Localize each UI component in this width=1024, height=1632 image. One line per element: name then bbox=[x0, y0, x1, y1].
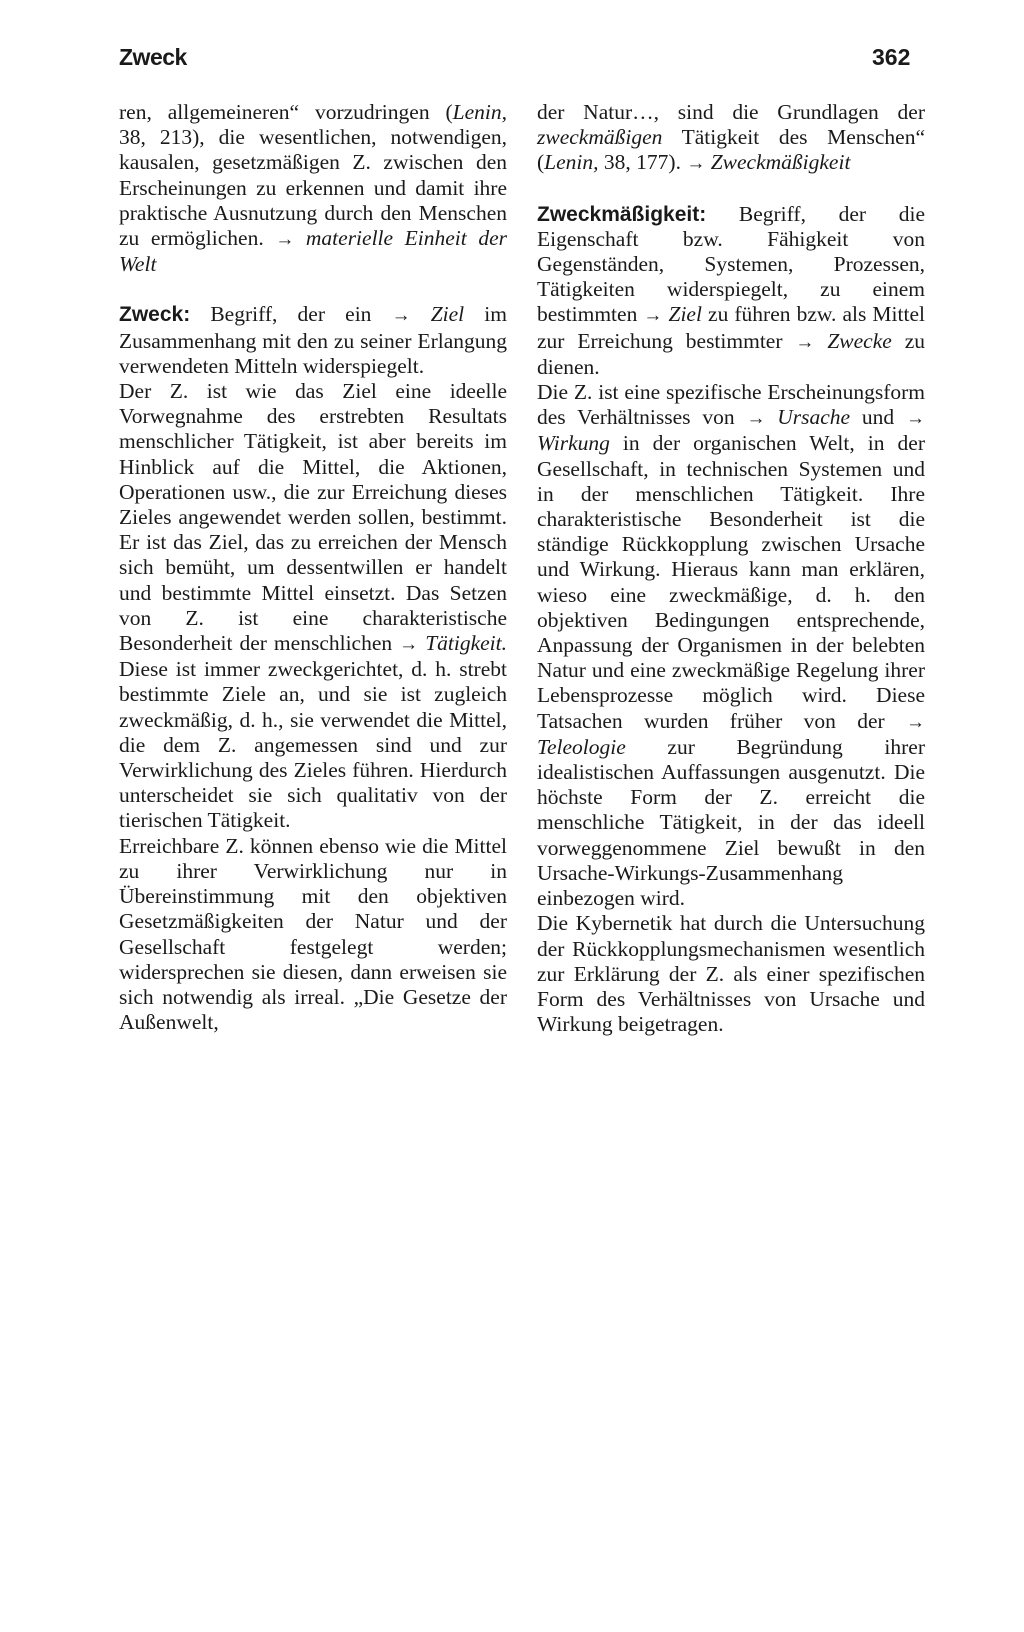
entry-zweck-definition: Zweck: Begriff, der ein → Ziel im Zusammenhang mit den zu seiner Erlangung verwendeten Mitteln widerspiegelt. bbox=[119, 302, 507, 378]
entry-zweckmaessigkeit-paragraph: Die Kybernetik hat durch die Untersuchung der Rückkopplungsmechanismen wesentlich zur Erklärung der Z. als einer spezifischen Form des Verhältnisses von Ursache und Wirkung beigetragen. bbox=[537, 911, 925, 1037]
entry-zweck-paragraph: Der Z. ist wie das Ziel eine ideelle Vorwegnahme des erstrebten Resultats menschlicher Tätigkeit, ist aber bereits im Hinblick auf die Mittel, die Aktionen, Operationen usw., die zur Erreichung dieses Zieles angewendet werden sollen, bestimmt. Er ist das Ziel, das zu erreichen der Mensch sich bemüht, um dessentwillen er handelt und bestimmte Mittel einsetzt. Das Setzen von Z. ist eine charakteristische Besonderheit der menschlichen → Tätigkeit. Diese ist immer zweckgerichtet, d. h. strebt bestimmte Ziele an, und sie ist zugleich zweckmäßig, d. h., sie verwendet die Mittel, die dem Z. angemessen sind und zur Verwirklichung des Zieles führen. Hierdurch unterscheidet sie sich qualitativ von der tierischen Tätigkeit. bbox=[119, 379, 508, 833]
cross-reference-arrow-icon: → bbox=[795, 331, 815, 353]
cross-reference-link[interactable]: Zweckmäßigkeit bbox=[705, 150, 851, 175]
cross-reference-arrow-icon: → bbox=[686, 153, 706, 175]
cross-reference-arrow-icon: → bbox=[399, 634, 419, 656]
cross-reference-arrow-icon: → bbox=[643, 305, 663, 327]
headword-zweck: Zweck: bbox=[119, 303, 191, 327]
citation-author: Lenin, bbox=[544, 150, 599, 175]
cross-reference-link[interactable]: Ursache bbox=[765, 405, 851, 430]
right-column bbox=[537, 100, 925, 1037]
cross-reference-link[interactable]: Teleologie bbox=[537, 734, 626, 759]
cross-reference-arrow-icon: → bbox=[906, 711, 925, 733]
headword-zweckmaessigkeit: Zweckmäßigkeit: bbox=[537, 202, 707, 226]
cross-reference-link[interactable]: Tätigkeit. bbox=[418, 631, 508, 656]
cross-reference-arrow-icon: → bbox=[906, 408, 925, 430]
entry-zweck-paragraph: Erreichbare Z. können ebenso wie die Mittel zu ihrer Verwirklichung nur in Übereinstimmung mit den objektiven Gesetzmäßigkeiten der Natur und der Gesellschaft festgelegt werden; widersprechen sie diesen, dann erweisen sie sich notwendig als irreal. „Die Gesetze der Außenwelt, bbox=[119, 833, 507, 1035]
continuation-paragraph: ren, allgemeineren“ vorzudringen (Lenin, 38, 213), die wesentlichen, notwendigen, kausalen, gesetzmäßigen Z. zwischen den Erscheinungen zu erkennen und damit ihre praktische Ausnutzung durch den Menschen zu ermöglichen. → materielle Einheit der Welt bbox=[119, 100, 507, 277]
cross-reference-arrow-icon: → bbox=[275, 229, 295, 251]
citation-author: Lenin, bbox=[452, 100, 507, 124]
continuation-paragraph: der Natur…, sind die Grundlagen der zweckmäßigen Tätigkeit des Menschen“ (Lenin, 38, 177). → Zweckmäßigkeit bbox=[537, 100, 925, 175]
cross-reference-link[interactable]: Wirkung bbox=[537, 431, 610, 456]
cross-reference-link[interactable]: materielle Einheit der Welt bbox=[119, 226, 507, 277]
cross-reference-arrow-icon: → bbox=[746, 408, 766, 430]
entry-zweckmaessigkeit-definition: Zweckmäßigkeit: Begriff, der die Eigenschaft bzw. Fähigkeit von Gegenständen, Systemen, Prozessen, Tätigkeiten widerspiegelt, zu einem bestimmten → Ziel zu führen bzw. als Mittel zur Erreichung bestimmter → Zwecke zu dienen. bbox=[537, 201, 925, 379]
left-column bbox=[119, 100, 507, 1035]
cross-reference-link[interactable]: Ziel bbox=[410, 302, 465, 327]
running-head: Zweck bbox=[119, 44, 187, 70]
cross-reference-link[interactable]: Zwecke bbox=[814, 328, 892, 353]
entry-zweckmaessigkeit-paragraph: Die Z. ist eine spezifische Erscheinungsform des Verhältnisses von → Ursache und → Wirkung in der organischen Welt, in der Gesellschaft, in technischen Systemen und in der menschlichen Tätigkeit. Ihre charakteristische Besonderheit ist die ständige Rückkopplung zwischen Ursache und Wirkung. Hieraus kann man erklären, wieso eine zweckmäßige, d. h. den objektiven Bedingungen entsprechende, Anpassung der Organismen in der belebten Natur und eine zweckmäßige Regelung ihrer Lebensprozesse möglich wird. Diese Tatsachen wurden früher von der → Teleologie zur Begründung ihrer idealistischen Auffassungen ausgenutzt. Die höchste Form der Z. erreicht die menschliche Tätigkeit, in der das ideell vorweggenommene Ziel bewußt in den Ursache-Wirkungs-Zusammenhang einbezogen wird. bbox=[537, 380, 925, 911]
page-number: 362 bbox=[872, 44, 911, 70]
cross-reference-link[interactable]: Ziel bbox=[662, 302, 702, 327]
cross-reference-arrow-icon: → bbox=[391, 305, 411, 327]
